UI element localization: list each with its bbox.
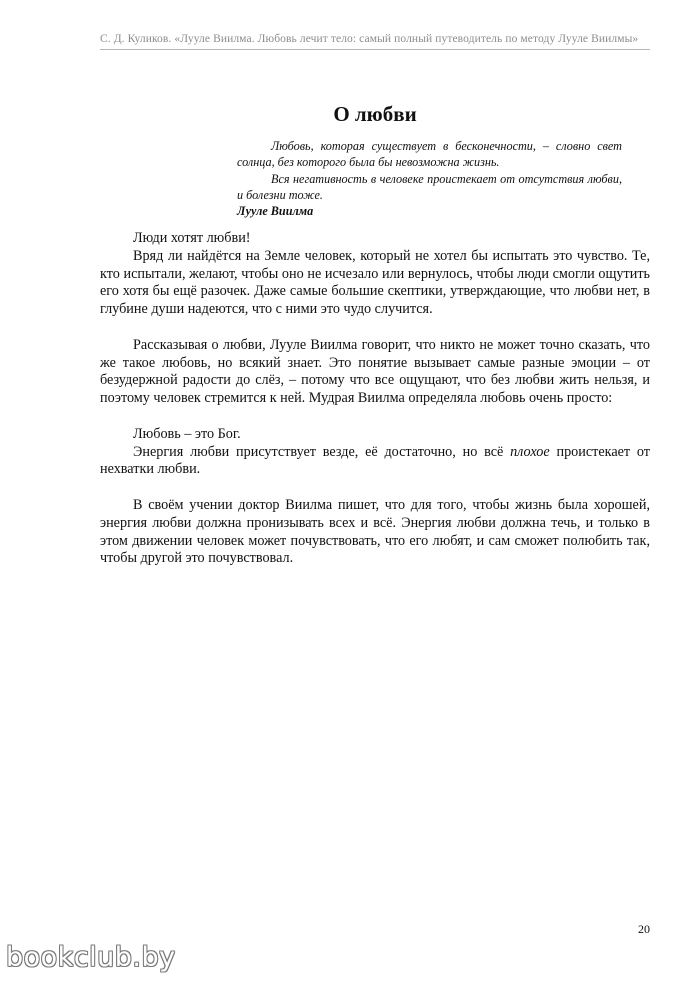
paragraph: Рассказывая о любви, Лууле Виилма говорит, что никто не может точно сказать, что же такое любовь, но всякий знает. Это понятие вызывает самые разные эмоции – от безудержной радости до слёз, – потому что все ощущают, что без любви жить нельзя, и поэтому человек стремится к ней. Мудрая Виилма определяла любовь очень просто: xyxy=(100,336,650,407)
epigraph-author: Лууле Виилма xyxy=(237,204,314,219)
body-text xyxy=(100,230,650,568)
paragraph-text: Энергия любви присутствует везде, её достаточно, но всё xyxy=(133,443,511,460)
chapter-title: О любви xyxy=(333,102,417,126)
paragraph: В своём учении доктор Виилма пишет, что для того, чтобы жизнь была хорошей, энергия любви должна пронизывать всех и всё. Энергия любви должна течь, и только в этом движении человек может почувствовать, что его любят, и сам сможет полюбить так, чтобы другой это почувствовал. xyxy=(100,496,650,567)
paragraph-text: проистекает от нехватки любви. xyxy=(100,443,650,478)
running-header: С. Д. Куликов. «Лууле Виилма. Любовь лечит тело: самый полный путеводитель по методу Лууле Виилмы» xyxy=(100,33,639,45)
page-number: 20 xyxy=(638,922,650,936)
header-divider xyxy=(100,49,650,50)
paragraph: Любовь – это Бог. xyxy=(133,425,241,442)
epigraph xyxy=(237,138,622,219)
paragraph: Люди хотят любви! xyxy=(133,230,251,246)
paragraph xyxy=(100,444,650,480)
epigraph-line: Вся негативность в человеке проистекает от отсутствия любви, и болезни тоже. xyxy=(237,171,622,202)
watermark-logo: bookclub.by xyxy=(6,942,176,973)
paragraph: Вряд ли найдётся на Земле человек, который не хотел бы испытать это чувство. Те, кто испытали, желают, чтобы оно не исчезало или вернулось, чтобы люди смогли ощутить его хотя бы ещё разочек. Даже самые большие скептики, утверждающие, что любви нет, в глубине души надеются, что с ними это чудо случится. xyxy=(100,247,650,318)
emphasis-text: плохое xyxy=(510,443,550,460)
epigraph-line: Любовь, которая существует в бесконечности, – словно свет солнца, без которого была бы невозможна жизнь. xyxy=(237,139,622,170)
